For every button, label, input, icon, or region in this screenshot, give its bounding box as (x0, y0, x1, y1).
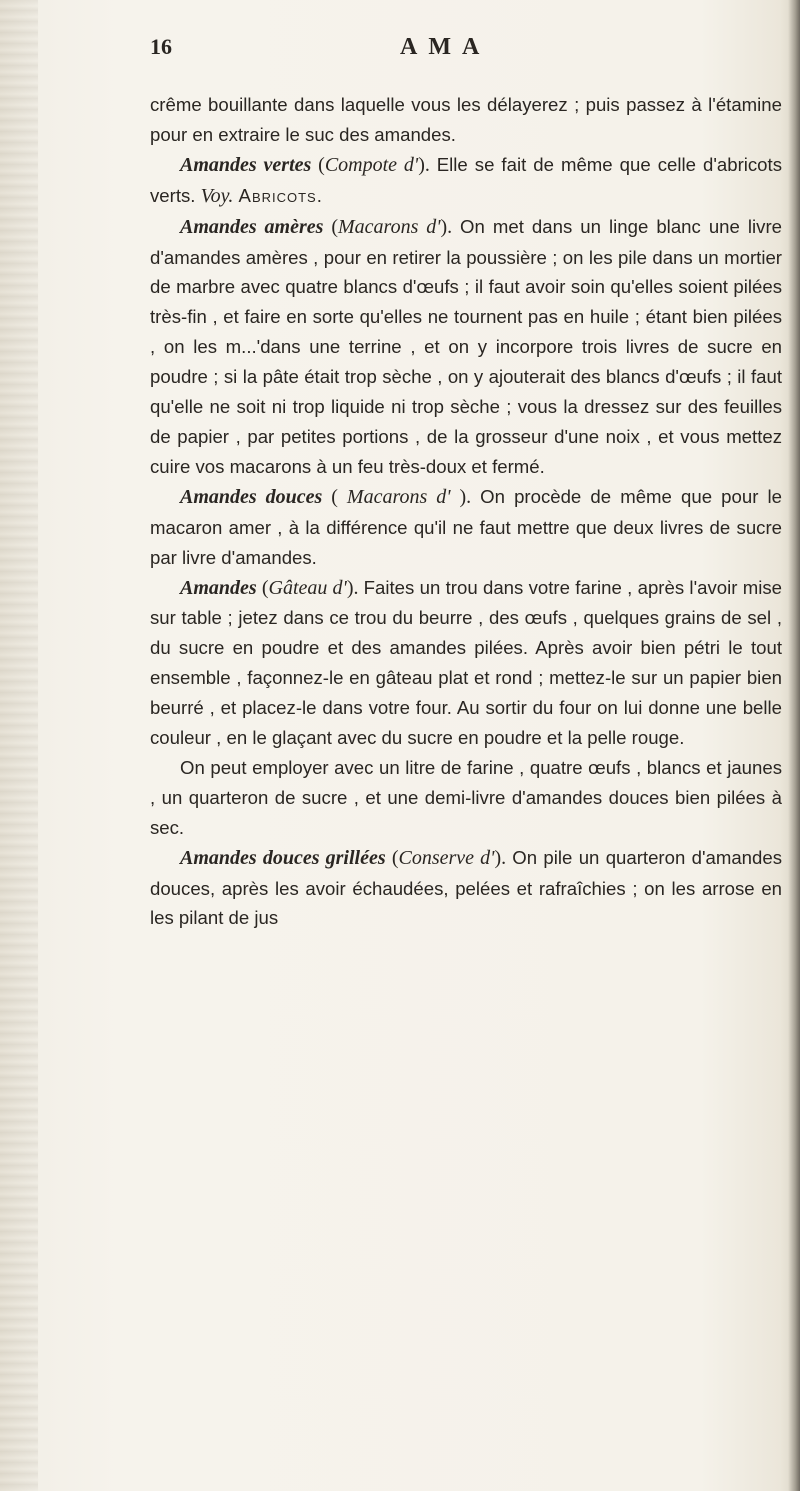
entry-amandes-ameres: Amandes amères (Macarons d'). On met dans un linge blanc une livre d'amandes amères , pour en retirer la poussière ; on les pile dans un mortier de marbre avec quatre blancs d'œufs ; il faut avoir soin qu'elles soient pilées très-fin , et faire en sorte qu'elles ne tournent pas en huile ; étant bien pilées , on les m...'dans une terrine , et on y incorpore trois livres de sucre en poudre ; si la pâte était trop sèche , on y ajouterait des blancs d'œufs ; il faut qu'elle ne soit ni trop liquide ni trop sèche ; vous la dressez sur des feuilles de papier , par petites portions , de la grosseur d'une noix , et vous mettez cuire vos macarons à un feu très-doux et fermé. (150, 215, 782, 477)
entry-subheading: Conserve d' (398, 846, 495, 869)
entry-subheading: Macarons d' (337, 215, 441, 238)
page-edge-shadow (788, 0, 800, 1491)
paragraph-continuation: crême bouillante dans laquelle vous les délayerez ; puis passez à l'étamine pour en extraire le suc des amandes. (150, 94, 782, 145)
running-head: AMA (400, 34, 491, 60)
entry-heading: Amandes douces (180, 485, 323, 508)
entry-heading: Amandes vertes (180, 153, 312, 176)
entry-amandes-vertes: Amandes vertes (Compote d'). Elle se fait de même que celle d'abricots verts. Voy. Abricots. (150, 153, 782, 207)
entry-amandes-douces: Amandes douces ( Macarons d' ). On procède de même que pour le macaron amer , à la différence qu'il ne faut mettre que deux livres de sucre par livre d'amandes. (150, 485, 782, 568)
page-text (150, 90, 782, 933)
paragraph-variant: On peut employer avec un litre de farine , quatre œufs , blancs et jaunes , un quarteron de sucre , et une demi-livre d'amandes douces bien pilées à sec. (150, 756, 782, 838)
cross-reference-target: Abricots. (233, 184, 323, 206)
entry-subheading: Gâteau d' (268, 576, 347, 599)
page-header (150, 34, 790, 74)
entry-subheading: Macarons d' (346, 485, 451, 508)
entry-amandes-gateau: Amandes (Gâteau d'). Faites un trou dans votre farine , après l'avoir mise sur table ; jetez dans ce trou du beurre , des œufs , quelques grains de sel , du sucre en poudre et des amandes pilées. Après avoir bien pétri le tout ensemble , façonnez-le en gâteau plat et rond ; mettez-le sur un papier bien beurré , et placez-le dans votre four. Au sortir du four on lui donne une belle couleur , en le glaçant avec du sucre en poudre et la pelle rouge. (150, 576, 782, 749)
entry-amandes-douces-grillees: Amandes douces grillées (Conserve d'). On pile un quarteron d'amandes douces, après les avoir échaudées, pelées et rafraîchies ; on les arrose en les pilant de jus (150, 846, 782, 929)
entry-heading: Amandes amères (180, 215, 324, 238)
page-number: 16 (150, 34, 172, 59)
entry-heading: Amandes douces grillées (180, 846, 386, 869)
entry-heading: Amandes (180, 576, 257, 599)
entry-subheading: Compote d' (324, 153, 419, 176)
page-binding-shadow (0, 0, 38, 1491)
cross-reference-voy: Voy. (200, 184, 234, 207)
